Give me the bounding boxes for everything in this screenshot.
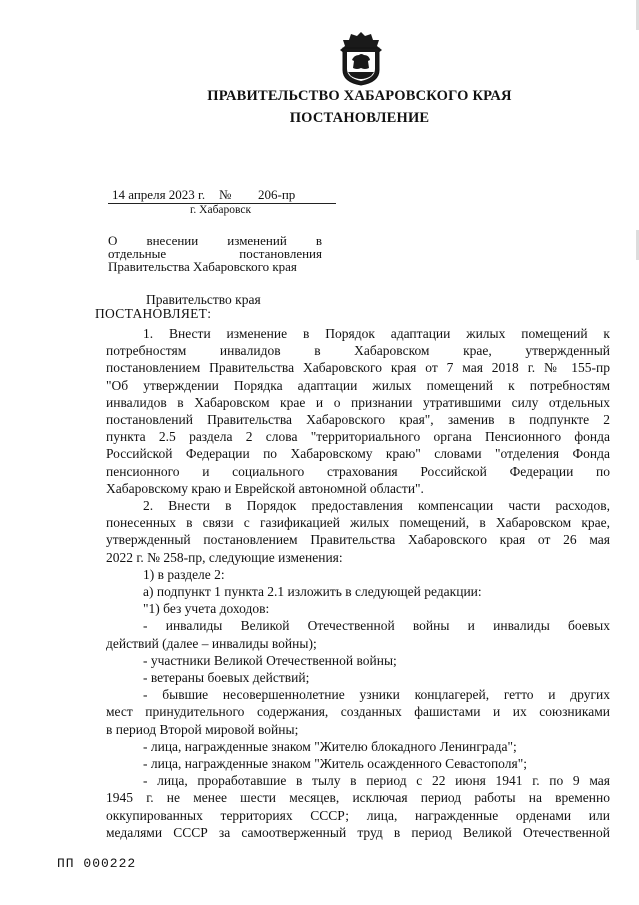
list-item: - лица, награжденные знаком "Жителю блокадного Ленинграда"; [143,738,517,754]
form-serial-code: ПП 000222 [57,856,137,871]
text-line: медалями СССР за самоотверженный труд в период Великой Отечественной [106,824,610,840]
text-line: "Об утверждении Порядка адаптации жилых помещений к потребностям [106,377,610,393]
document-city: г. Хабаровск [190,204,252,216]
subitem-a: а) подпункт 1 пункта 2.1 изложить в следующей редакции: [143,584,482,600]
text-line: постановлением Правительства Хабаровского края от 7 мая 2018 г. № 155-пр [106,360,610,376]
text-line: действий (далее – инвалиды войны); [106,635,317,651]
text-line: - инвалиды Великой Отечественной войны и инвалиды боевых [143,618,610,634]
date-number-line [108,188,336,204]
list-item: - лица, награжденные знаком "Житель осажденного Севастополя"; [143,756,527,772]
list-item [106,686,610,738]
text-line: - бывшие несовершеннолетние узники концлагерей, гетто и других [143,687,610,703]
document-date: 14 апреля 2023 г. [112,187,206,202]
paragraph-2 [106,497,610,566]
list-item [106,772,610,841]
quoted-item: "1) без учета доходов: [143,601,270,617]
text-line: утвержденный постановлением Правительства Хабаровского края от 26 мая [106,532,610,548]
list-item: - участники Великой Отечественной войны; [143,652,397,668]
text-line: 1945 г. не менее шести месяцев, исключая период работы на временно [106,790,610,806]
text-line: оккупированных территориях СССР; лица, награжденные орденами или [106,807,610,823]
subject-line: О внесении изменений в [108,233,322,248]
subject-line: Правительства Хабаровского края [108,259,297,275]
document-number: 206-пр [258,187,296,202]
text-line: потребностям инвалидов в Хабаровском крае, утвержденный [106,343,610,359]
list-item [106,617,610,651]
text-line: Хабаровскому краю и Еврейской автономной области". [106,480,424,496]
section-item: 1) в разделе 2: [143,566,225,582]
text-line: инвалидов в Хабаровском крае и о признании утратившими силу отдельных [106,394,610,410]
text-line: понесенных в связи с газификацией жилых помещений, в Хабаровском крае, [106,515,610,531]
text-line: пенсионного и социального страхования Российской Федерации по [106,463,610,479]
text-line: 1. Внести изменение в Порядок адаптации жилых помещений к [143,326,610,341]
bear-emblem-icon [335,30,387,86]
coat-of-arms-emblem [335,30,387,86]
text-line: в период Второй мировой войны; [106,721,299,737]
paragraph-1 [106,325,610,497]
resolves-heading: ПОСТАНОВЛЯЕТ: [95,306,212,321]
text-line: - лица, проработавшие в тылу в период с 22 июня 1941 г. по 9 мая [143,773,610,789]
document-body [106,325,610,841]
text-line: Российской Федерации по Хабаровскому краю" словами "отделения Фонда [106,446,610,462]
text-line: 2. Внести в Порядок предоставления компенсации части расходов, [143,498,610,514]
document-type-title: ПОСТАНОВЛЕНИЕ [289,110,430,126]
text-line: 2022 г. № 258-пр, следующие изменения: [106,549,343,565]
subject-line: отдельные постановления [108,246,322,262]
text-line: постановлений Правительства Хабаровского края", заменив в подпункте 2 [106,412,610,428]
document-subject [108,234,322,274]
number-label: № [219,187,232,202]
list-item: - ветераны боевых действий; [143,670,310,686]
government-title: ПРАВИТЕЛЬСТВО ХАБАРОВСКОГО КРАЯ [207,88,512,104]
text-line: пункта 2.5 раздела 2 слова "территориального органа Пенсионного фонда [106,429,610,445]
text-line: мест принудительного содержания, созданных фашистами и их союзниками [106,704,610,720]
preamble: Правительство края [146,292,261,307]
